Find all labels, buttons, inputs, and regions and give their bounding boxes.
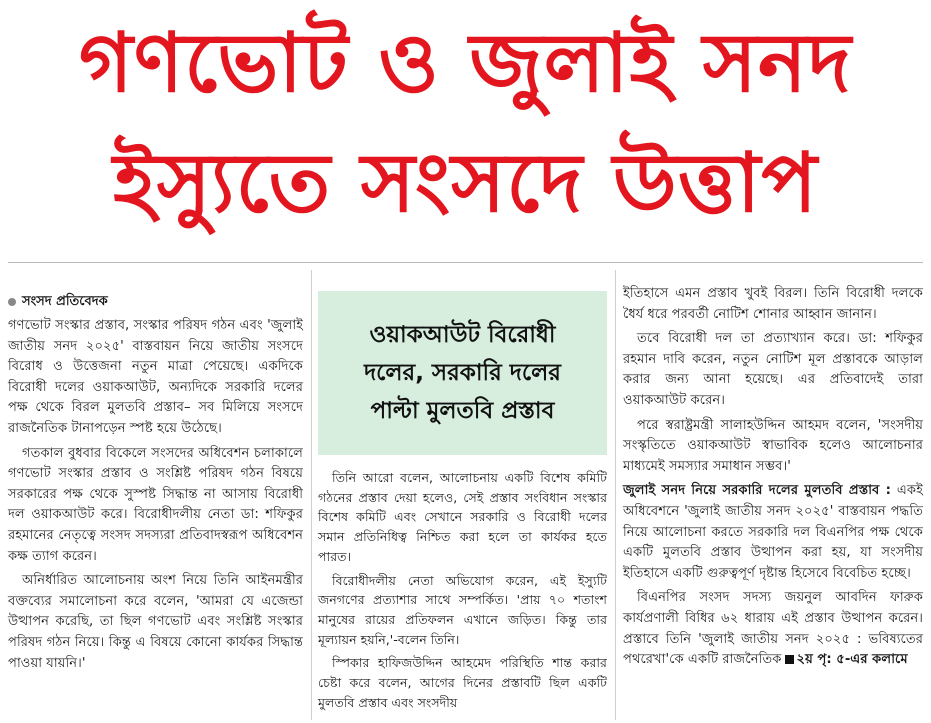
paragraph bbox=[623, 481, 923, 584]
pullquote-box bbox=[318, 291, 607, 455]
paragraph bbox=[623, 588, 923, 670]
byline bbox=[8, 292, 108, 313]
article-column-1 bbox=[8, 316, 303, 678]
paragraph: ইতিহাসে এমন প্রস্তাব খুবই বিরল। তিনি বিরোধী দলকে ধৈর্য ধরে পরবর্তী নোটিশ শোনার আহ্বান জানান। bbox=[623, 286, 923, 322]
paragraph: বিরোধীদলীয় নেতা অভিযোগ করেন, এই ইস্যুটি জনগণের প্রত্যাশার সাথে সম্পর্কিত। 'প্রায় ৭০ শতাংশ মানুষের রায়ের প্রতিফলন এখানে জড়িত। কিন্তু তার মূল্যায়ন হয়নি,'-বলেন তিনি। bbox=[318, 572, 607, 647]
subheading: জুলাই সনদ নিয়ে সরকারি দলের মুলতবি প্রস্তাব : bbox=[623, 483, 891, 499]
article-column-2 bbox=[318, 468, 607, 716]
pullquote-line: পাল্টা মুলতবি প্রস্তাব bbox=[370, 398, 555, 424]
pullquote-line: দলের, সরকারি দলের bbox=[364, 360, 561, 386]
headline-line-1: গণভোট ও জুলাই সনদ bbox=[79, 16, 852, 111]
article-column-3 bbox=[623, 284, 923, 675]
paragraph: গণভোট সংস্কার প্রস্তাব, সংস্কার পরিষদ গঠন এবং 'জুলাই জাতীয় সনদ ২০২৫' বাস্তবায়ন নিয়ে জাতীয় সংসদে বিরোধ ও উত্তেজনা নতুন মাত্রা পেয়েছে। একদিকে বিরোধী দলের ওয়াকআউট, অন্যদিকে সরকারি দলের পক্ষ থেকে বিরল মুলতবি প্রস্তাব– সব মিলিয়ে সংসদে রাজনৈতিক টানাপড়েন স্পষ্ট হয়ে উঠেছে। bbox=[8, 318, 303, 436]
paragraph: পরে স্বরাষ্ট্রমন্ত্রী সালাহউদ্দিন আহমদ বলেন, 'সংসদীয় সংস্কৃতিতে ওয়াকআউট স্বাভাবিক হলেও আলোচনার মাধ্যমেই সমস্যার সমাধান সম্ভব।' bbox=[623, 417, 923, 474]
column-divider bbox=[615, 270, 616, 720]
paragraph: তবে বিরোধী দল তা প্রত্যাখ্যান করে। ডা: শফিকুর রহমান দাবি করেন, নতুন নোটিশ মূল প্রস্তাবকে আড়াল করার জন্য আনা হয়েছে। এর প্রতিবাদেই তারা ওয়াকআউট করেন। bbox=[623, 331, 923, 408]
pullquote-text bbox=[364, 316, 561, 430]
continuation-jump[interactable]: ২য় পৃ: ৫-এর কলামে bbox=[796, 652, 908, 668]
paragraph-body: একই অধিবেশনে 'জুলাই জাতীয় সনদ ২০২৫' বাস্তবায়ন পদ্ধতি নিয়ে আলোচনা করতে সরকারি দল বিএনপির পক্ষ থেকে একটি মুলতবি প্রস্তাব উত্থাপন করা হয়, যা সংসদীয় ইতিহাসে একটি গুরুত্বপূর্ণ দৃষ্টান্ত হিসেবে বিবেচিত হচ্ছে। bbox=[623, 483, 923, 581]
headline-divider bbox=[8, 262, 923, 263]
paragraph-body: বিএনপির সংসদ সদস্য জয়নুল আবদিন ফারুক কার্যপ্রণালী বিধির ৬২ ধারায় এই প্রস্তাব উত্থাপন করেন। প্রস্তাবে তিনি 'জুলাই জাতীয় সনদ ২০২৫ : ভবিষ্যতের পথরেখা'কে একটি রাজনৈতিক bbox=[623, 590, 923, 668]
bullet-icon bbox=[8, 298, 16, 306]
byline-text: সংসদ প্রতিবেদক bbox=[22, 294, 108, 309]
paragraph: অনির্ধারিত আলোচনায় অংশ নিয়ে তিনি আইনমন্ত্রীর বক্তব্যের সমালোচনা করে বলেন, 'আমরা যে এজেন্ডা উত্থাপন করেছি, তা ছিল গণভোট এবং সংশ্লিষ্ট সংস্কার পরিষদ গঠন নিয়ে। কিন্তু এ বিষয়ে কোনো কার্যকর সিদ্ধান্ত পাওয়া যায়নি।' bbox=[8, 573, 303, 671]
paragraph: স্পিকার হাফিজউদ্দিন আহমেদ পরিস্থিতি শান্ত করার চেষ্টা করে বলেন, আগের দিনের প্রস্তাবটি ছিল একটি মুলতবি প্রস্তাব এবং সংসদীয় bbox=[318, 655, 607, 710]
column-divider bbox=[311, 270, 312, 720]
pullquote-line: ওয়াকআউট বিরোধী bbox=[369, 322, 556, 348]
square-bullet-icon bbox=[785, 655, 794, 664]
paragraph: গতকাল বুধবার বিকেলে সংসদের অধিবেশন চলাকালে গণভোট সংস্কার প্রস্তাব ও সংশ্লিষ্ট পরিষদ গঠন বিষয়ে সরকারের পক্ষ থেকে সুস্পষ্ট সিদ্ধান্ত না আসায় বিরোধী দল ওয়াকআউট করে। বিরোধীদলীয় নেতা ডা: শফিকুর রহমানের নেতৃত্বে সংসদ সদস্যরা প্রতিবাদস্বরূপ অধিবেশন কক্ষ ত্যাগ করেন। bbox=[8, 445, 303, 564]
headline-line-2: ইস্যুতে সংসদে উত্তাপ bbox=[113, 136, 818, 231]
paragraph: তিনি আরো বলেন, আলোচনায় একটি বিশেষ কমিটি গঠনের প্রস্তাব দেয়া হলেও, সেই প্রস্তাব সংবিধান সংস্কার বিশেষ কমিটি এবং সেখানে সরকারি ও বিরোধী দলের সমান প্রতিনিধিত্ব নিশ্চিত করা হলে তা কার্যকর হতে পারত। bbox=[318, 470, 607, 564]
